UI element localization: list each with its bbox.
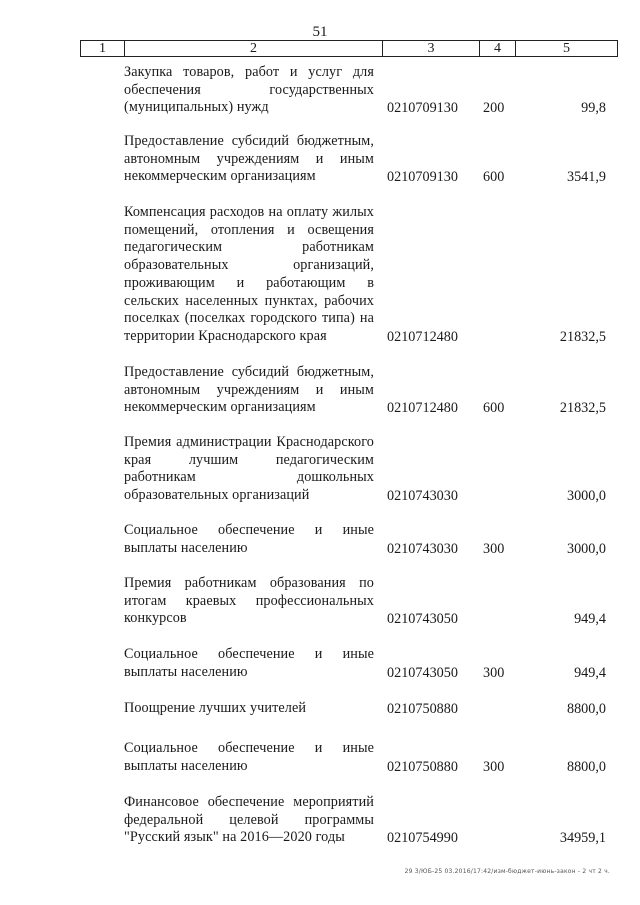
row-description: Социальное обеспечение и иные выплаты населению	[124, 740, 374, 774]
header-col-2: 2	[124, 41, 382, 57]
row-description: Закупка товаров, работ и услуг для обеспечения государственных (муниципальных) нужд	[124, 64, 374, 116]
row-code: 0210709130	[387, 100, 458, 116]
row-type: 300	[483, 759, 505, 775]
row-type: 300	[483, 541, 505, 557]
row-code: 0210754990	[387, 830, 458, 846]
row-description: Премия администрации Краснодарского края лучшим педагогическим работникам дошкольных образовательных организаций	[124, 434, 374, 504]
header-col-5: 5	[515, 41, 618, 57]
row-description: Социальное обеспечение и иные выплаты населению	[124, 646, 374, 680]
row-code: 0210750880	[387, 759, 458, 775]
row-type: 600	[483, 400, 505, 416]
page-number: 51	[312, 24, 328, 40]
row-amount: 99,8	[581, 100, 606, 116]
row-amount: 3000,0	[566, 488, 606, 504]
row-description: Социальное обеспечение и иные выплаты населению	[124, 522, 374, 556]
row-code: 0210750880	[387, 701, 458, 717]
row-code: 0210743030	[387, 488, 458, 504]
row-amount: 949,4	[574, 611, 606, 627]
row-type: 600	[483, 169, 505, 185]
row-amount: 21832,5	[559, 400, 606, 416]
row-amount: 3000,0	[566, 541, 606, 557]
row-amount: 8800,0	[566, 759, 606, 775]
row-amount: 21832,5	[559, 329, 606, 345]
row-description: Компенсация расходов на оплату жилых помещений, отопления и освещения педагогическим работникам образовательных организаций, проживающим и работающим в сельских населенных пунктах, рабочих поселках (поселках городского типа) на территории Краснодарского края	[124, 204, 374, 344]
row-amount: 949,4	[574, 665, 606, 681]
row-description: Премия работникам образования по итогам краевых профессиональных конкурсов	[124, 575, 374, 627]
row-code: 0210712480	[387, 329, 458, 345]
row-amount: 3541,9	[566, 169, 606, 185]
header-col-3: 3	[382, 41, 479, 57]
header-col-1: 1	[80, 41, 124, 57]
row-code: 0210743050	[387, 611, 458, 627]
row-code: 0210743030	[387, 541, 458, 557]
footer-stamp: 29 3/ЮБ-25 03.2016/17:42/изм-бюджет-июнь-закон - 2 чт 2 ч.	[404, 868, 610, 875]
row-code: 0210712480	[387, 400, 458, 416]
row-type: 200	[483, 100, 505, 116]
row-code: 0210743050	[387, 665, 458, 681]
row-amount: 34959,1	[559, 830, 606, 846]
row-description: Предоставление субсидий бюджетным, автономным учреждениям и иным некоммерческим организациям	[124, 133, 374, 185]
row-type: 300	[483, 665, 505, 681]
header-col-4: 4	[479, 41, 515, 57]
row-description: Поощрение лучших учителей	[124, 700, 307, 716]
row-description: Предоставление субсидий бюджетным, автономным учреждениям и иным некоммерческим организациям	[124, 364, 374, 416]
row-amount: 8800,0	[566, 701, 606, 717]
row-description: Финансовое обеспечение мероприятий федеральной целевой программы "Русский язык" на 2016—2020 годы	[124, 794, 374, 846]
table-header	[80, 40, 618, 57]
row-code: 0210709130	[387, 169, 458, 185]
